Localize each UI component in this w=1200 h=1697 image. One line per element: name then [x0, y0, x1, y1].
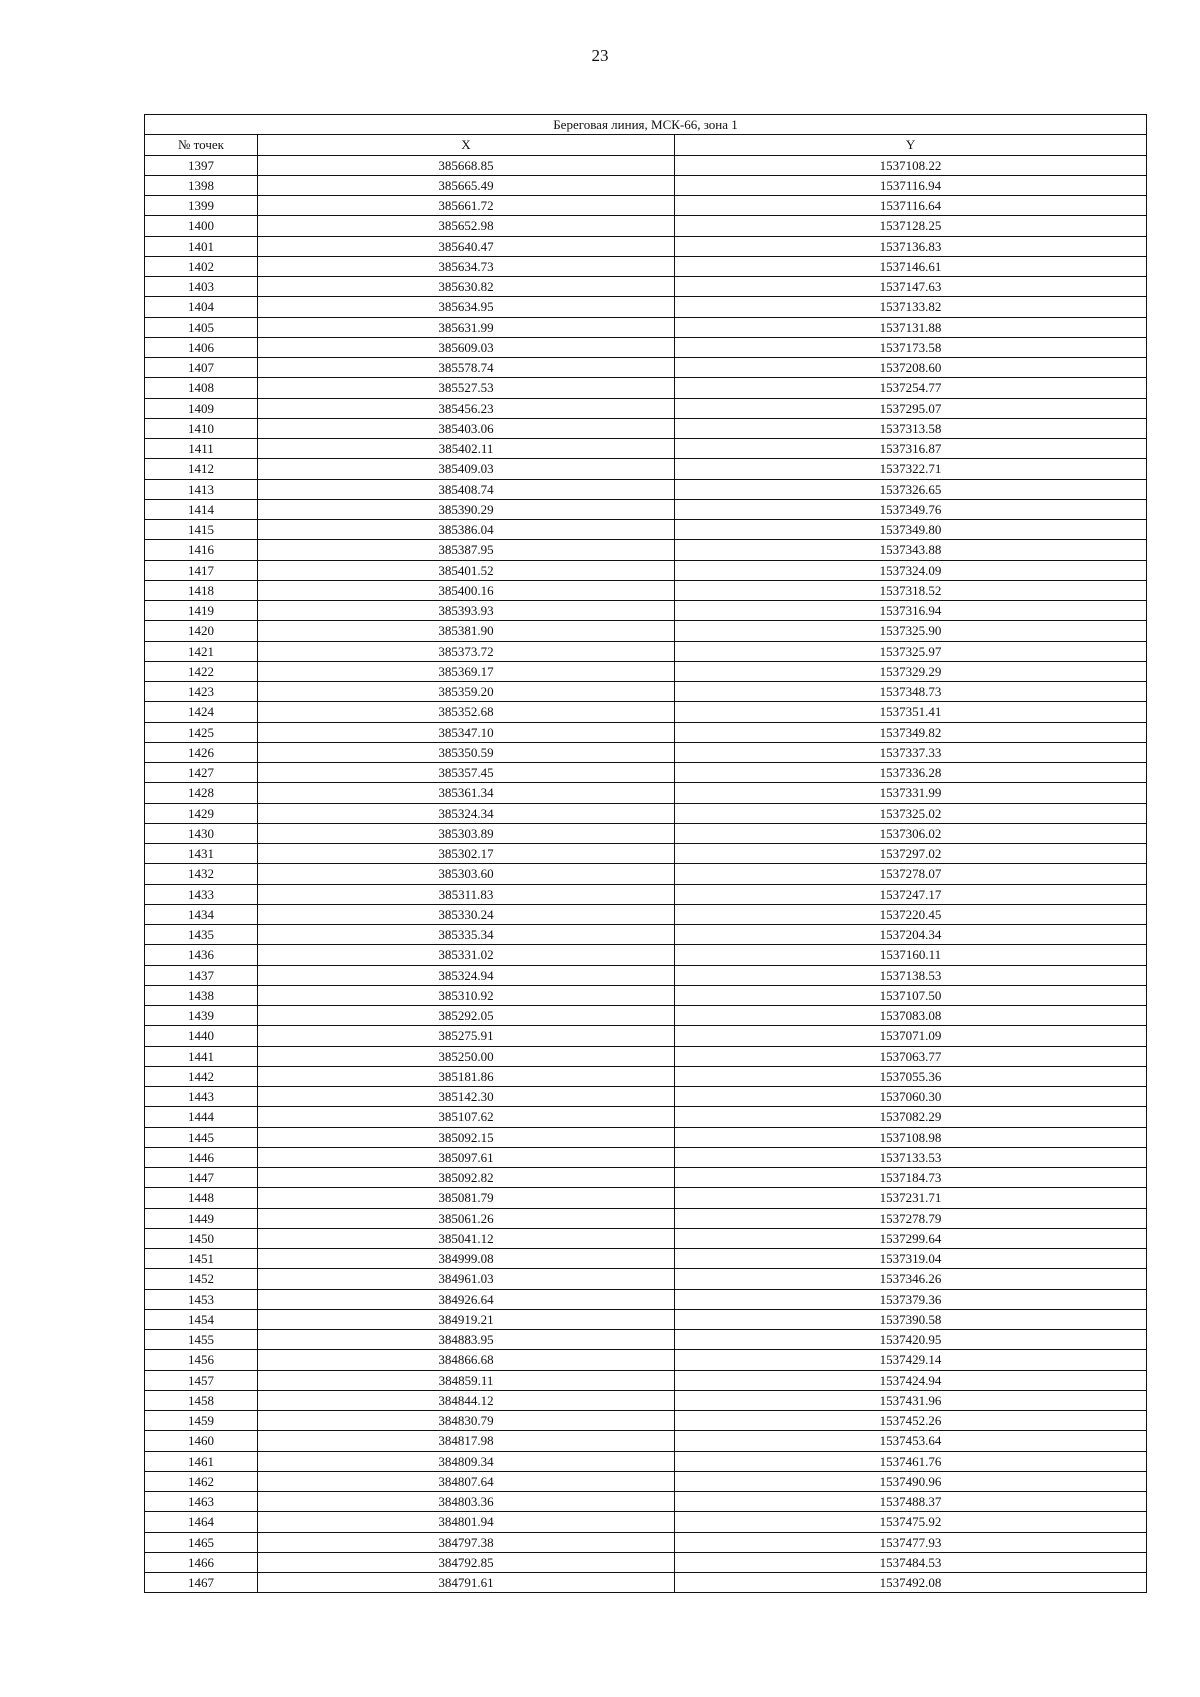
cell-point-number: 1418 — [145, 580, 258, 600]
table-row — [145, 1249, 1147, 1269]
cell-y: 1537247.17 — [675, 884, 1147, 904]
cell-x: 385181.86 — [258, 1066, 675, 1086]
table-row — [145, 601, 1147, 621]
table-row — [145, 236, 1147, 256]
cell-point-number: 1467 — [145, 1573, 258, 1593]
cell-point-number: 1457 — [145, 1370, 258, 1390]
cell-point-number: 1400 — [145, 216, 258, 236]
cell-x: 385081.79 — [258, 1188, 675, 1208]
cell-y: 1537220.45 — [675, 904, 1147, 924]
cell-point-number: 1437 — [145, 965, 258, 985]
table-row — [145, 1168, 1147, 1188]
cell-x: 385310.92 — [258, 985, 675, 1005]
table-row — [145, 520, 1147, 540]
cell-y: 1537278.79 — [675, 1208, 1147, 1228]
cell-x: 385107.62 — [258, 1107, 675, 1127]
cell-y: 1537331.99 — [675, 783, 1147, 803]
table-row — [145, 175, 1147, 195]
cell-point-number: 1431 — [145, 844, 258, 864]
cell-x: 385668.85 — [258, 155, 675, 175]
table-row — [145, 398, 1147, 418]
cell-y: 1537316.94 — [675, 601, 1147, 621]
table-row — [145, 1573, 1147, 1593]
cell-y: 1537299.64 — [675, 1228, 1147, 1248]
cell-point-number: 1458 — [145, 1390, 258, 1410]
table-row — [145, 1350, 1147, 1370]
cell-y: 1537453.64 — [675, 1431, 1147, 1451]
table-row — [145, 844, 1147, 864]
cell-y: 1537351.41 — [675, 702, 1147, 722]
table-row — [145, 1532, 1147, 1552]
cell-point-number: 1447 — [145, 1168, 258, 1188]
cell-x: 384830.79 — [258, 1411, 675, 1431]
cell-x: 385335.34 — [258, 925, 675, 945]
cell-x: 385142.30 — [258, 1087, 675, 1107]
cell-y: 1537083.08 — [675, 1006, 1147, 1026]
cell-point-number: 1416 — [145, 540, 258, 560]
cell-y: 1537461.76 — [675, 1451, 1147, 1471]
cell-x: 385609.03 — [258, 337, 675, 357]
table-row — [145, 1330, 1147, 1350]
cell-y: 1537138.53 — [675, 965, 1147, 985]
cell-y: 1537477.93 — [675, 1532, 1147, 1552]
cell-point-number: 1452 — [145, 1269, 258, 1289]
cell-x: 385527.53 — [258, 378, 675, 398]
table-row — [145, 1471, 1147, 1491]
cell-x: 385041.12 — [258, 1228, 675, 1248]
table-row — [145, 641, 1147, 661]
cell-x: 385381.90 — [258, 621, 675, 641]
cell-point-number: 1450 — [145, 1228, 258, 1248]
cell-y: 1537346.26 — [675, 1269, 1147, 1289]
cell-y: 1537349.82 — [675, 722, 1147, 742]
table-row — [145, 1147, 1147, 1167]
cell-y: 1537490.96 — [675, 1471, 1147, 1491]
cell-y: 1537325.97 — [675, 641, 1147, 661]
cell-x: 384859.11 — [258, 1370, 675, 1390]
cell-point-number: 1455 — [145, 1330, 258, 1350]
table-row — [145, 1269, 1147, 1289]
cell-point-number: 1425 — [145, 722, 258, 742]
table-row — [145, 1127, 1147, 1147]
cell-x: 385456.23 — [258, 398, 675, 418]
cell-x: 385409.03 — [258, 459, 675, 479]
cell-point-number: 1402 — [145, 256, 258, 276]
cell-point-number: 1446 — [145, 1147, 258, 1167]
table-row — [145, 682, 1147, 702]
cell-x: 384803.36 — [258, 1492, 675, 1512]
cell-x: 384792.85 — [258, 1552, 675, 1572]
cell-y: 1537108.98 — [675, 1127, 1147, 1147]
table-row — [145, 985, 1147, 1005]
cell-x: 385350.59 — [258, 742, 675, 762]
cell-x: 385275.91 — [258, 1026, 675, 1046]
table-row — [145, 155, 1147, 175]
cell-point-number: 1410 — [145, 418, 258, 438]
cell-point-number: 1426 — [145, 742, 258, 762]
cell-x: 385661.72 — [258, 196, 675, 216]
cell-point-number: 1432 — [145, 864, 258, 884]
cell-point-number: 1430 — [145, 823, 258, 843]
cell-x: 385373.72 — [258, 641, 675, 661]
cell-y: 1537325.02 — [675, 803, 1147, 823]
table-row — [145, 560, 1147, 580]
cell-point-number: 1405 — [145, 317, 258, 337]
cell-point-number: 1404 — [145, 297, 258, 317]
cell-point-number: 1433 — [145, 884, 258, 904]
cell-point-number: 1415 — [145, 520, 258, 540]
table-row — [145, 1431, 1147, 1451]
cell-y: 1537318.52 — [675, 580, 1147, 600]
cell-point-number: 1413 — [145, 479, 258, 499]
cell-point-number: 1438 — [145, 985, 258, 1005]
cell-x: 385578.74 — [258, 358, 675, 378]
cell-point-number: 1456 — [145, 1350, 258, 1370]
cell-y: 1537136.83 — [675, 236, 1147, 256]
table-row — [145, 1390, 1147, 1410]
cell-y: 1537254.77 — [675, 378, 1147, 398]
cell-y: 1537116.64 — [675, 196, 1147, 216]
table-row — [145, 256, 1147, 276]
cell-x: 385634.95 — [258, 297, 675, 317]
cell-y: 1537107.50 — [675, 985, 1147, 1005]
table-row — [145, 965, 1147, 985]
cell-point-number: 1459 — [145, 1411, 258, 1431]
table-header-row — [145, 135, 1147, 155]
table-row — [145, 1370, 1147, 1390]
table-row — [145, 540, 1147, 560]
cell-point-number: 1448 — [145, 1188, 258, 1208]
column-header-x: X — [258, 135, 675, 155]
cell-x: 384807.64 — [258, 1471, 675, 1491]
cell-x: 385403.06 — [258, 418, 675, 438]
cell-x: 385400.16 — [258, 580, 675, 600]
cell-y: 1537424.94 — [675, 1370, 1147, 1390]
cell-y: 1537278.07 — [675, 864, 1147, 884]
table-row — [145, 823, 1147, 843]
cell-x: 384801.94 — [258, 1512, 675, 1532]
cell-y: 1537475.92 — [675, 1512, 1147, 1532]
cell-point-number: 1454 — [145, 1309, 258, 1329]
cell-point-number: 1461 — [145, 1451, 258, 1471]
cell-point-number: 1420 — [145, 621, 258, 641]
table-row — [145, 1492, 1147, 1512]
cell-point-number: 1435 — [145, 925, 258, 945]
table-row — [145, 439, 1147, 459]
cell-y: 1537319.04 — [675, 1249, 1147, 1269]
table-row — [145, 864, 1147, 884]
cell-y: 1537060.30 — [675, 1087, 1147, 1107]
cell-y: 1537322.71 — [675, 459, 1147, 479]
cell-x: 385634.73 — [258, 256, 675, 276]
cell-point-number: 1408 — [145, 378, 258, 398]
cell-y: 1537173.58 — [675, 337, 1147, 357]
cell-point-number: 1401 — [145, 236, 258, 256]
cell-y: 1537379.36 — [675, 1289, 1147, 1309]
cell-point-number: 1462 — [145, 1471, 258, 1491]
cell-x: 384926.64 — [258, 1289, 675, 1309]
cell-x: 385250.00 — [258, 1046, 675, 1066]
column-header-y: Y — [675, 135, 1147, 155]
cell-x: 385665.49 — [258, 175, 675, 195]
cell-y: 1537325.90 — [675, 621, 1147, 641]
table-row — [145, 378, 1147, 398]
cell-x: 385303.60 — [258, 864, 675, 884]
table-row — [145, 1188, 1147, 1208]
cell-point-number: 1465 — [145, 1532, 258, 1552]
cell-x: 385092.82 — [258, 1168, 675, 1188]
table-row — [145, 742, 1147, 762]
table-row — [145, 1228, 1147, 1248]
cell-y: 1537116.94 — [675, 175, 1147, 195]
cell-x: 384797.38 — [258, 1532, 675, 1552]
cell-y: 1537420.95 — [675, 1330, 1147, 1350]
cell-x: 385361.34 — [258, 783, 675, 803]
table-row — [145, 702, 1147, 722]
cell-point-number: 1406 — [145, 337, 258, 357]
cell-point-number: 1423 — [145, 682, 258, 702]
cell-point-number: 1414 — [145, 499, 258, 519]
cell-y: 1537349.80 — [675, 520, 1147, 540]
cell-x: 384961.03 — [258, 1269, 675, 1289]
table-row — [145, 783, 1147, 803]
cell-point-number: 1451 — [145, 1249, 258, 1269]
cell-x: 385630.82 — [258, 277, 675, 297]
table-title: Береговая линия, МСК-66, зона 1 — [145, 115, 1147, 135]
cell-y: 1537204.34 — [675, 925, 1147, 945]
cell-x: 384999.08 — [258, 1249, 675, 1269]
cell-y: 1537131.88 — [675, 317, 1147, 337]
cell-point-number: 1443 — [145, 1087, 258, 1107]
cell-x: 385387.95 — [258, 540, 675, 560]
cell-x: 385652.98 — [258, 216, 675, 236]
cell-x: 385331.02 — [258, 945, 675, 965]
cell-point-number: 1436 — [145, 945, 258, 965]
cell-x: 385302.17 — [258, 844, 675, 864]
table-row — [145, 1046, 1147, 1066]
coordinates-table — [144, 114, 1147, 1593]
cell-point-number: 1407 — [145, 358, 258, 378]
page-number: 23 — [591, 46, 609, 65]
table-title-row — [145, 115, 1147, 135]
cell-x: 385640.47 — [258, 236, 675, 256]
table-row — [145, 884, 1147, 904]
cell-y: 1537337.33 — [675, 742, 1147, 762]
cell-x: 384791.61 — [258, 1573, 675, 1593]
cell-point-number: 1398 — [145, 175, 258, 195]
cell-x: 385386.04 — [258, 520, 675, 540]
cell-point-number: 1422 — [145, 661, 258, 681]
cell-y: 1537488.37 — [675, 1492, 1147, 1512]
cell-point-number: 1453 — [145, 1289, 258, 1309]
cell-y: 1537343.88 — [675, 540, 1147, 560]
cell-point-number: 1403 — [145, 277, 258, 297]
cell-x: 384883.95 — [258, 1330, 675, 1350]
cell-y: 1537147.63 — [675, 277, 1147, 297]
cell-y: 1537349.76 — [675, 499, 1147, 519]
table-row — [145, 317, 1147, 337]
cell-y: 1537316.87 — [675, 439, 1147, 459]
cell-point-number: 1417 — [145, 560, 258, 580]
table-row — [145, 580, 1147, 600]
cell-x: 385303.89 — [258, 823, 675, 843]
cell-point-number: 1424 — [145, 702, 258, 722]
cell-point-number: 1412 — [145, 459, 258, 479]
cell-y: 1537348.73 — [675, 682, 1147, 702]
table-body — [145, 155, 1147, 1593]
cell-x: 385324.34 — [258, 803, 675, 823]
table-row — [145, 1006, 1147, 1026]
table-row — [145, 297, 1147, 317]
cell-x: 385390.29 — [258, 499, 675, 519]
cell-point-number: 1419 — [145, 601, 258, 621]
cell-x: 385324.94 — [258, 965, 675, 985]
table-row — [145, 925, 1147, 945]
cell-point-number: 1427 — [145, 763, 258, 783]
table-row — [145, 459, 1147, 479]
table-row — [145, 337, 1147, 357]
cell-point-number: 1466 — [145, 1552, 258, 1572]
table-row — [145, 479, 1147, 499]
cell-x: 385330.24 — [258, 904, 675, 924]
cell-x: 385352.68 — [258, 702, 675, 722]
cell-x: 385097.61 — [258, 1147, 675, 1167]
table-row — [145, 763, 1147, 783]
cell-y: 1537297.02 — [675, 844, 1147, 864]
cell-y: 1537390.58 — [675, 1309, 1147, 1329]
table-row — [145, 216, 1147, 236]
table-row — [145, 1066, 1147, 1086]
cell-y: 1537160.11 — [675, 945, 1147, 965]
table-row — [145, 904, 1147, 924]
cell-x: 385061.26 — [258, 1208, 675, 1228]
cell-y: 1537133.82 — [675, 297, 1147, 317]
cell-y: 1537313.58 — [675, 418, 1147, 438]
cell-y: 1537055.36 — [675, 1066, 1147, 1086]
table-row — [145, 277, 1147, 297]
table-row — [145, 418, 1147, 438]
column-header-point-number: № точек — [145, 135, 258, 155]
table-row — [145, 1411, 1147, 1431]
cell-y: 1537429.14 — [675, 1350, 1147, 1370]
cell-y: 1537208.60 — [675, 358, 1147, 378]
cell-point-number: 1460 — [145, 1431, 258, 1451]
cell-point-number: 1409 — [145, 398, 258, 418]
cell-x: 385631.99 — [258, 317, 675, 337]
cell-y: 1537306.02 — [675, 823, 1147, 843]
cell-point-number: 1444 — [145, 1107, 258, 1127]
table-row — [145, 1289, 1147, 1309]
cell-x: 385408.74 — [258, 479, 675, 499]
table-row — [145, 358, 1147, 378]
cell-point-number: 1439 — [145, 1006, 258, 1026]
cell-point-number: 1397 — [145, 155, 258, 175]
table-row — [145, 1309, 1147, 1329]
cell-x: 384809.34 — [258, 1451, 675, 1471]
table-row — [145, 661, 1147, 681]
cell-point-number: 1421 — [145, 641, 258, 661]
cell-y: 1537184.73 — [675, 1168, 1147, 1188]
cell-point-number: 1428 — [145, 783, 258, 803]
cell-y: 1537484.53 — [675, 1552, 1147, 1572]
cell-x: 385401.52 — [258, 560, 675, 580]
table-row — [145, 1087, 1147, 1107]
cell-x: 385393.93 — [258, 601, 675, 621]
cell-x: 384866.68 — [258, 1350, 675, 1370]
cell-point-number: 1449 — [145, 1208, 258, 1228]
cell-y: 1537071.09 — [675, 1026, 1147, 1046]
cell-point-number: 1463 — [145, 1492, 258, 1512]
cell-y: 1537326.65 — [675, 479, 1147, 499]
cell-y: 1537128.25 — [675, 216, 1147, 236]
cell-x: 385292.05 — [258, 1006, 675, 1026]
table-row — [145, 499, 1147, 519]
cell-y: 1537295.07 — [675, 398, 1147, 418]
table-row — [145, 803, 1147, 823]
cell-x: 384817.98 — [258, 1431, 675, 1451]
cell-y: 1537082.29 — [675, 1107, 1147, 1127]
cell-x: 385369.17 — [258, 661, 675, 681]
cell-y: 1537336.28 — [675, 763, 1147, 783]
cell-y: 1537492.08 — [675, 1573, 1147, 1593]
cell-point-number: 1399 — [145, 196, 258, 216]
cell-point-number: 1464 — [145, 1512, 258, 1532]
table-row — [145, 1208, 1147, 1228]
cell-point-number: 1411 — [145, 439, 258, 459]
cell-x: 384844.12 — [258, 1390, 675, 1410]
cell-y: 1537146.61 — [675, 256, 1147, 276]
cell-point-number: 1442 — [145, 1066, 258, 1086]
cell-x: 384919.21 — [258, 1309, 675, 1329]
cell-point-number: 1440 — [145, 1026, 258, 1046]
table-row — [145, 1451, 1147, 1471]
cell-x: 385092.15 — [258, 1127, 675, 1147]
cell-x: 385311.83 — [258, 884, 675, 904]
cell-x: 385402.11 — [258, 439, 675, 459]
cell-point-number: 1434 — [145, 904, 258, 924]
table-row — [145, 196, 1147, 216]
cell-point-number: 1441 — [145, 1046, 258, 1066]
cell-point-number: 1429 — [145, 803, 258, 823]
table-row — [145, 1512, 1147, 1532]
cell-point-number: 1445 — [145, 1127, 258, 1147]
table-row — [145, 621, 1147, 641]
cell-x: 385347.10 — [258, 722, 675, 742]
table-row — [145, 1026, 1147, 1046]
table-row — [145, 1552, 1147, 1572]
cell-y: 1537231.71 — [675, 1188, 1147, 1208]
cell-y: 1537329.29 — [675, 661, 1147, 681]
table-row — [145, 945, 1147, 965]
cell-y: 1537452.26 — [675, 1411, 1147, 1431]
cell-x: 385357.45 — [258, 763, 675, 783]
cell-y: 1537324.09 — [675, 560, 1147, 580]
table-row — [145, 722, 1147, 742]
cell-x: 385359.20 — [258, 682, 675, 702]
cell-y: 1537063.77 — [675, 1046, 1147, 1066]
cell-y: 1537133.53 — [675, 1147, 1147, 1167]
cell-y: 1537431.96 — [675, 1390, 1147, 1410]
cell-y: 1537108.22 — [675, 155, 1147, 175]
table-row — [145, 1107, 1147, 1127]
